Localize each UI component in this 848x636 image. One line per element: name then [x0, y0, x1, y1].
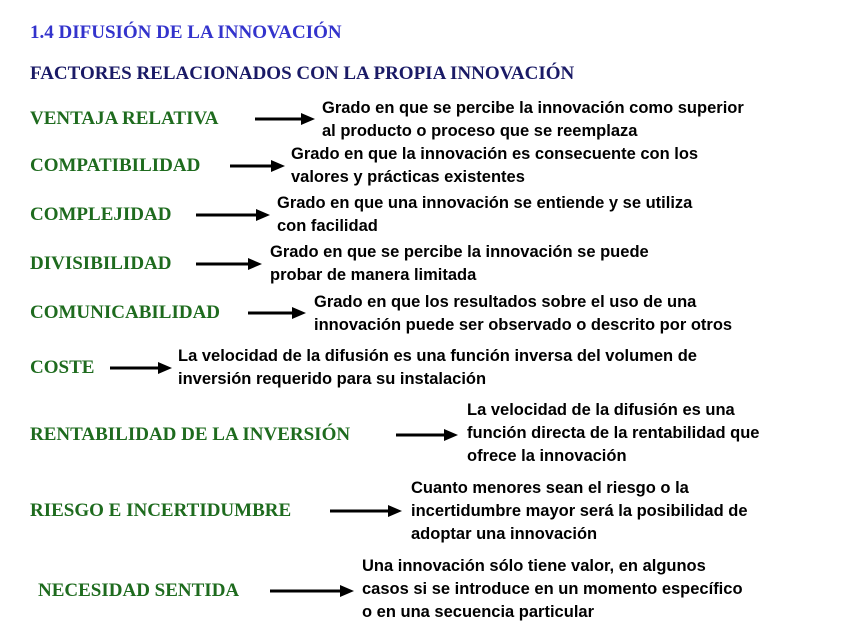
arrow-icon: [196, 257, 262, 271]
factor-term-compatibilidad: COMPATIBILIDAD: [30, 155, 201, 176]
arrow-icon: [270, 584, 354, 598]
page-title: 1.4 DIFUSIÓN DE LA INNOVACIÓN: [30, 22, 342, 43]
factor-term-riesgo: RIESGO E INCERTIDUMBRE: [30, 500, 292, 521]
factor-description-riesgo: Cuanto menores sean el riesgo o la incertidumbre mayor será la posibilidad de adoptar una innovación: [411, 479, 748, 543]
factor-description-comunicabilidad: Grado en que los resultados sobre el uso de una innovación puede ser observado o descrito por otros: [314, 293, 733, 334]
factor-term-coste: COSTE: [30, 357, 95, 378]
factor-term-rentabilidad: RENTABILIDAD DE LA INVERSIÓN: [30, 424, 351, 445]
factor-description-coste: La velocidad de la difusión es una función inversa del volumen de inversión requerido para su instalación: [178, 347, 697, 388]
factor-term-divisibilidad: DIVISIBILIDAD: [30, 253, 172, 274]
arrow-icon: [196, 208, 270, 222]
arrow-icon: [110, 361, 172, 375]
factor-term-necesidad: NECESIDAD SENTIDA: [38, 580, 240, 601]
arrow-icon: [248, 306, 306, 320]
arrow-icon: [255, 112, 315, 126]
factor-description-complejidad: Grado en que una innovación se entiende y se utiliza con facilidad: [277, 194, 693, 235]
factor-description-compatibilidad: Grado en que la innovación es consecuente con los valores y prácticas existentes: [291, 145, 699, 186]
factor-description-divisibilidad: Grado en que se percibe la innovación se puede probar de manera limitada: [270, 243, 649, 284]
factor-term-comunicabilidad: COMUNICABILIDAD: [30, 302, 221, 323]
arrow-icon: [396, 428, 458, 442]
section-subtitle: FACTORES RELACIONADOS CON LA PROPIA INNOVACIÓN: [30, 63, 575, 84]
factor-description-necesidad: Una innovación sólo tiene valor, en algunos casos si se introduce en un momento específico o en una secuencia particular: [362, 557, 743, 621]
arrow-icon: [330, 504, 402, 518]
factor-description-ventaja-relativa: Grado en que se percibe la innovación como superior al producto o proceso que se reemplaza: [322, 99, 744, 140]
factor-description-rentabilidad: La velocidad de la difusión es una función directa de la rentabilidad que ofrece la innovación: [467, 401, 760, 465]
arrow-icon: [230, 159, 285, 173]
factor-term-complejidad: COMPLEJIDAD: [30, 204, 172, 225]
factor-term-ventaja-relativa: VENTAJA RELATIVA: [30, 108, 219, 129]
